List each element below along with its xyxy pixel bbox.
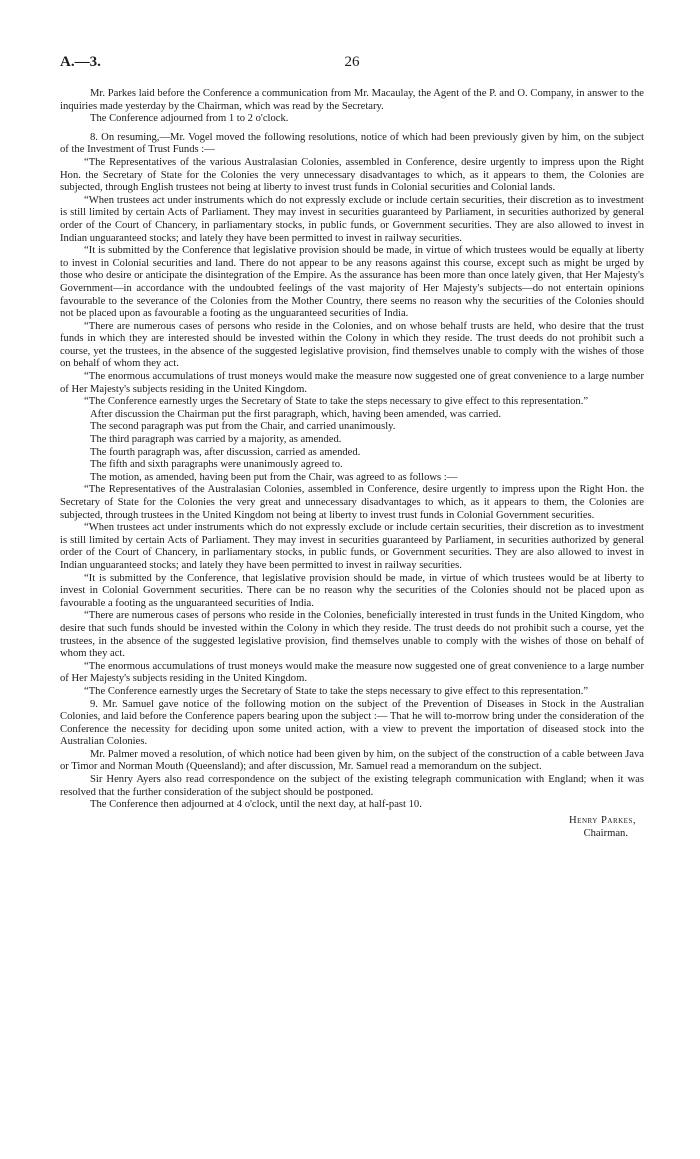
- signatory-title: Chairman.: [583, 827, 628, 839]
- page-header: [60, 56, 644, 78]
- paragraph: The second paragraph was put from the Chair, and carried unanimously.: [90, 421, 396, 433]
- paragraph: Mr. Palmer moved a resolution, of which notice had been given by him, on the subject of the construction of a cable between Java or Timor and Norman Mouth (Queensland); and after discussion, Mr. Samuel read a memorandum on the subject.: [60, 748, 644, 773]
- resolution-paragraph: “It is submitted by the Conference that legislative provision should be made, in virtue of which trustees would be equally at liberty to invest in Colonial securities and land. There do not appear to be any reasons against this course, except such as might be urged by those who desire or anticipate the disintegration of the Empire. As the assurance has been more than once lately given, that Her Majesty's Government—in accordance with the undoubted feelings of the vast majority of Her Majesty's subjects—do not entertain opinions favourable to the severance of the Colonies from the Mother Country, there seems no reason why the securities of the Colonies should not be placed upon as favourable a footing as the unguaranteed securities of India.: [60, 245, 644, 320]
- paragraph: The fifth and sixth paragraphs were unanimously agreed to.: [90, 459, 343, 471]
- section-8-paragraph: 8. On resuming,—Mr. Vogel moved the following resolutions, notice of which had been previously given by him, on the subject of the Investment of Trust Funds :—: [60, 131, 644, 156]
- resolution-paragraph: “There are numerous cases of persons who reside in the Colonies, and on whose behalf trusts are held, who desire that the trust funds in which they are interested should be invested within the Colony in which they reside. The trust deeds do not prohibit such a course, yet the trustees, in the absence of the suggested legislative provision, find themselves unable to comply with the wishes of those on behalf of whom they act.: [60, 320, 644, 370]
- paragraph: After discussion the Chairman put the first paragraph, which, having been amended, was carried.: [90, 408, 501, 420]
- amended-resolution-paragraph: “The enormous accumulations of trust moneys would make the measure now suggested one of great convenience to a large number of Her Majesty's subjects residing in the United Kingdom.: [60, 660, 644, 685]
- amended-resolution-paragraph: “There are numerous cases of persons who reside in the Colonies, beneficially interested in trust funds in the United Kingdom, who desire that such funds should be invested within the Colony in which they reside. The trust deeds do not prohibit such a course, yet the trustees, in the absence of the suggested legislative provision, find themselves unable to comply with the wishes of those on behalf of whom they act.: [60, 610, 644, 660]
- paragraph: The Conference then adjourned at 4 o'clock, until the next day, at half-past 10.: [90, 799, 422, 811]
- paragraph: Mr. Parkes laid before the Conference a communication from Mr. Macaulay, the Agent of the P. and O. Company, in answer to the inquiries made yesterday by the Chairman, which was read by the Secretary.: [60, 88, 644, 112]
- resolution-paragraph: “The Conference earnestly urges the Secretary of State to take the steps necessary to give effect to this representation.”: [84, 396, 589, 408]
- paragraph: The third paragraph was carried by a majority, as amended.: [90, 434, 342, 446]
- resolution-paragraph: “The Representatives of the various Australasian Colonies, assembled in Conference, desire urgently to impress upon the Right Hon. the Secretary of State for the Colonies the very unnecessary disadvantages to which, as it appears to them, the Colonies are subjected, through English trustees not being at liberty to invest trust funds in Colonial securities and Colonial lands.: [60, 156, 644, 194]
- amended-resolution-paragraph: “The Representatives of the Australasian Colonies, assembled in Conference, desire urgently to impress upon the Right Hon. the Secretary of State for the Colonies the very great and unnecessary disadvantages to which, as it appears to them, the Colonies are subjected, through trustees in the United Kingdom not being at liberty to invest trust funds in Colonial Government securities.: [60, 484, 644, 521]
- amended-resolution-paragraph: “The Conference earnestly urges the Secretary of State to take the steps necessary to give effect to this representation.”: [84, 685, 589, 697]
- amended-resolution-paragraph: “When trustees act under instruments which do not expressly exclude or include certain securities, their discretion as to investment is still limited by certain Acts of Parliament. They may invest in securities guaranteed by Parliament, in securities authorized by general order of the Court of Chancery, in parliamentary stocks, in public funds, or Government securities. They are also allowed to invest in Indian unguaranteed stocks; and lately they have been permitted to invest in railway securities.: [60, 522, 644, 571]
- paragraph: Sir Henry Ayers also read correspondence on the subject of the existing telegraph communication with England; when it was resolved that the further consideration of the subject should be postponed.: [60, 774, 644, 798]
- resolution-paragraph: “The enormous accumulations of trust moneys would make the measure now suggested one of great convenience to a large number of Her Majesty's subjects residing in the United Kingdom.: [60, 371, 644, 395]
- document-body: [60, 88, 644, 812]
- document-code: A.—3.: [60, 54, 101, 70]
- resolution-paragraph: “When trustees act under instruments which do not expressly exclude or include certain securities, their discretion as to investment is still limited by certain Acts of Parliament. They may invest in securities guaranteed by Parliament, in securities authorized by general order of the Court of Chancery, in parliamentary stocks, in public funds, or Government securities. They are also allowed to invest in Indian unguaranteed stocks; and lately they have been permitted to invest in railway securities.: [60, 194, 644, 244]
- paragraph: The Conference adjourned from 1 to 2 o'clock.: [90, 113, 289, 125]
- section-9-paragraph: 9. Mr. Samuel gave notice of the following motion on the subject of the Prevention of Diseases in Stock in the Australian Colonies, and laid before the Conference papers bearing upon the subject :— That he will to-morrow bring under the consideration of the Conference the necessity for deciding upon some united action, with a view to prevent the importation of diseased stock into the Australian Colonies.: [60, 698, 644, 748]
- page-number: 26: [344, 54, 360, 70]
- amended-resolution-paragraph: “It is submitted by the Conference, that legislative provision should be made, in virtue of which trustees would be at liberty to invest in Colonial Government securities. There can be no reason why the securities of the Colonies should not be placed upon as favourable a footing as the unguaranteed securities of India.: [60, 572, 644, 609]
- paragraph: The motion, as amended, having been put from the Chair, was agreed to as follows :—: [90, 471, 458, 483]
- signatory-name: Henry Parkes,: [569, 814, 636, 826]
- signature-block: [60, 814, 644, 840]
- paragraph: The fourth paragraph was, after discussion, carried as amended.: [90, 446, 361, 458]
